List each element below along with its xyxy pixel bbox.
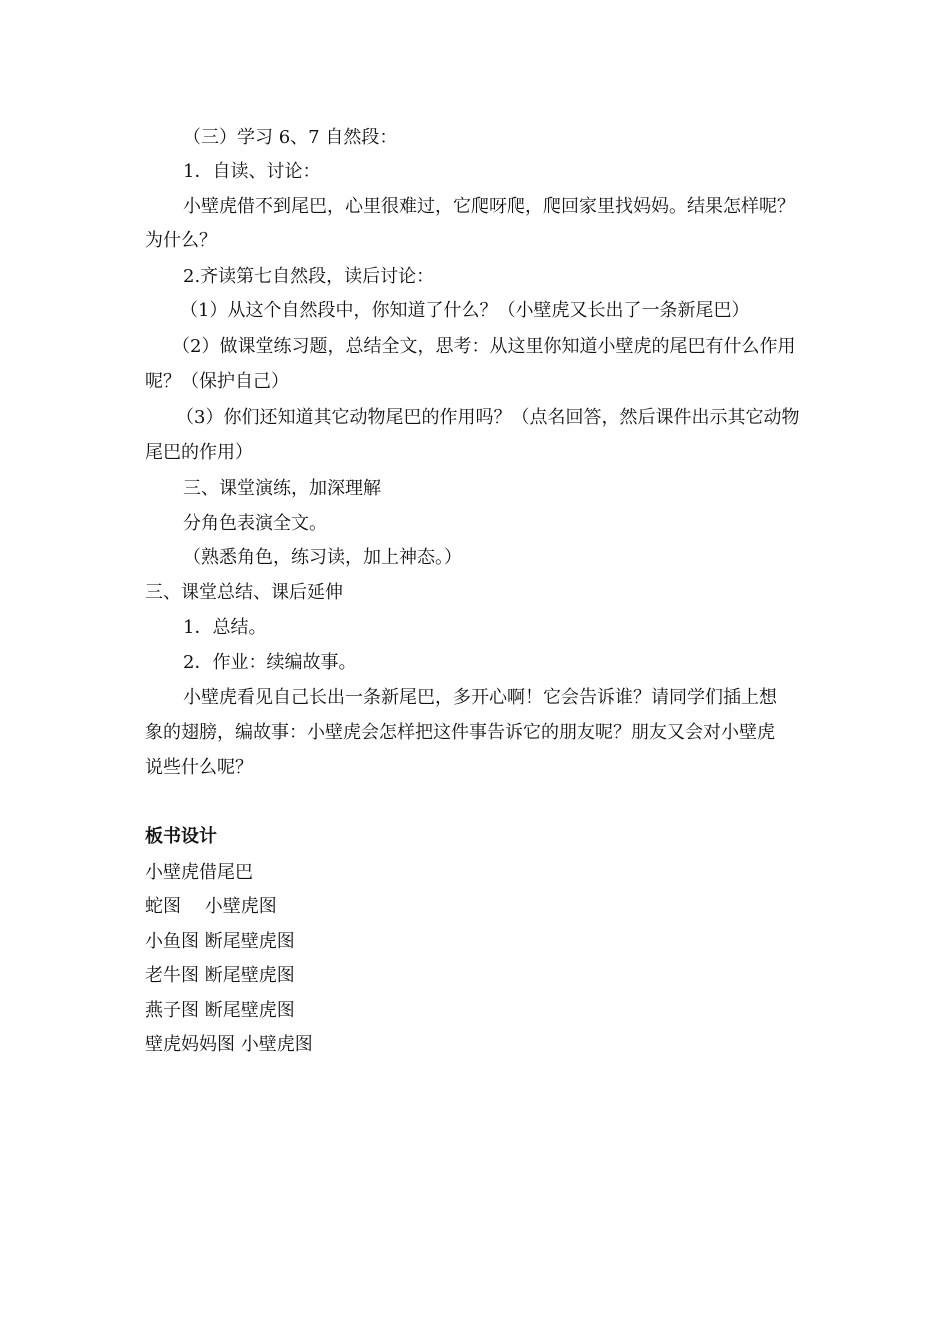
board-row: 小鱼图 断尾壁虎图 bbox=[145, 931, 295, 952]
board-row: 老牛图 断尾壁虎图 bbox=[145, 965, 295, 986]
discussion-item-2-line-1: （2）做课堂练习题，总结全文，思考：从这里你知道小壁虎的尾巴有什么作用 bbox=[172, 336, 796, 357]
board-row: 壁虎妈妈图 小壁虎图 bbox=[145, 1034, 313, 1055]
summary-item-1: 1．总结。 bbox=[183, 617, 267, 638]
discussion-item-1: （1）从这个自然段中，你知道了什么？（小壁虎又长出了一条新尾巴） bbox=[180, 300, 750, 321]
discussion-item-3-line-2: 尾巴的作用） bbox=[145, 442, 253, 463]
homework-paragraph-line-2: 象的翅膀，编故事：小壁虎会怎样把这件事告诉它的朋友呢？朋友又会对小壁虎 bbox=[145, 722, 775, 743]
practice-note: （熟悉角色，练习读，加上神态。） bbox=[183, 547, 462, 568]
section-heading-practice: 三、课堂演练，加深理解 bbox=[183, 478, 381, 499]
summary-item-2: 2．作业：续编故事。 bbox=[183, 652, 357, 673]
paragraph-question-line-2: 为什么？ bbox=[145, 230, 217, 251]
board-design-heading: 板书设计 bbox=[145, 826, 217, 847]
homework-paragraph-line-1: 小壁虎看见自己长出一条新尾巴，多开心啊！它会告诉谁？请同学们插上想 bbox=[183, 687, 777, 708]
homework-paragraph-line-3: 说些什么呢？ bbox=[145, 757, 253, 778]
section-heading-6-7: （三）学习 6、7 自然段： bbox=[183, 127, 398, 148]
step-self-read: 1．自读、讨论： bbox=[183, 161, 321, 182]
board-row: 蛇图 小壁虎图 bbox=[145, 896, 277, 917]
board-row: 燕子图 断尾壁虎图 bbox=[145, 1000, 295, 1021]
practice-role-play: 分角色表演全文。 bbox=[183, 513, 327, 534]
section-heading-summary: 三、课堂总结、课后延伸 bbox=[145, 582, 343, 603]
step-group-read: 2.齐读第七自然段，读后讨论： bbox=[183, 266, 435, 287]
board-title: 小壁虎借尾巴 bbox=[145, 862, 253, 883]
discussion-item-3-line-1: （3）你们还知道其它动物尾巴的作用吗？（点名回答，然后课件出示其它动物 bbox=[176, 407, 800, 428]
paragraph-question-line-1: 小壁虎借不到尾巴，心里很难过，它爬呀爬，爬回家里找妈妈。结果怎样呢？ bbox=[183, 196, 795, 217]
discussion-item-2-line-2: 呢？（保护自己） bbox=[145, 371, 289, 392]
